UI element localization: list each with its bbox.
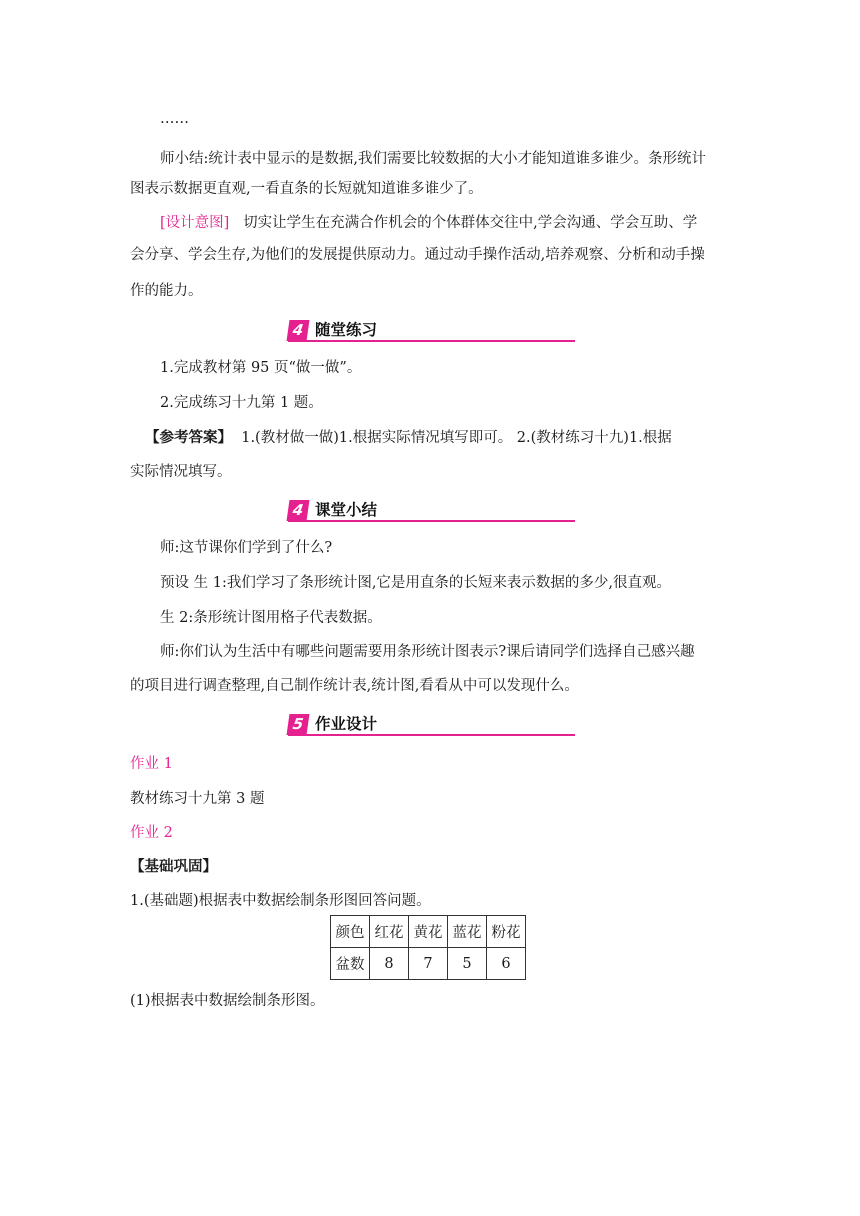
answer-label: 【参考答案】: [145, 429, 232, 446]
table-cell: 红花: [370, 916, 409, 948]
table-cell: 颜色: [331, 916, 370, 948]
section-number-badge: 4: [287, 500, 310, 521]
design-intent-label: [设计意图]: [160, 215, 230, 231]
table-row: [331, 916, 526, 948]
section-rule: [288, 734, 575, 736]
summary-student-2: 生 2:条形统计图用格子代表数据。: [160, 610, 382, 626]
table-cell: 6: [487, 948, 526, 980]
homework-1-label: 作业 1: [130, 756, 173, 772]
section-header-homework: [288, 714, 575, 736]
practice-item-1: 1.完成教材第 95 页“做一做”。: [160, 360, 362, 376]
table-row: [331, 948, 526, 980]
ellipsis: ……: [160, 111, 189, 127]
flower-count-table: [330, 915, 526, 980]
homework-1-text: 教材练习十九第 3 题: [130, 791, 265, 807]
summary-teacher-line1: 师:你们认为生活中有哪些问题需要用条形统计图表示?课后请同学们选择自己感兴趣: [160, 644, 695, 660]
table-cell: 7: [409, 948, 448, 980]
section-rule: [288, 340, 575, 342]
section-number-badge: 5: [287, 714, 310, 735]
section-number-badge: 4: [287, 320, 310, 341]
practice-answer-line1: [145, 428, 672, 448]
teacher-summary-line2: 图表示数据更直观,一看直条的长短就知道谁多谁少了。: [130, 181, 483, 197]
summary-question: 师:这节课你们学到了什么?: [160, 540, 333, 556]
section-header-practice: [288, 320, 575, 342]
section-title: 课堂小结: [315, 501, 378, 519]
answer-text: 1.(教材做一做)1.根据实际情况填写即可。 2.(教材练习十九)1.根据: [241, 430, 672, 446]
design-intent-text: 切实让学生在充满合作机会的个体群体交往中,学会沟通、学会互助、学: [243, 215, 698, 231]
table-cell: 5: [448, 948, 487, 980]
summary-teacher-line2: 的项目进行调查整理,自己制作统计表,统计图,看看从中可以发现什么。: [130, 678, 579, 694]
question-1-sub-1: (1)根据表中数据绘制条形图。: [130, 993, 325, 1009]
design-intent-line3: 作的能力。: [130, 283, 203, 299]
basics-label: 【基础巩固】: [130, 858, 217, 875]
question-1: 1.(基础题)根据表中数据绘制条形图回答问题。: [130, 893, 431, 909]
section-rule: [288, 520, 575, 522]
table-cell: 盆数: [331, 948, 370, 980]
section-title: 作业设计: [315, 715, 378, 733]
table-cell: 蓝花: [448, 916, 487, 948]
design-intent-line1: [160, 213, 697, 233]
practice-answer-line2: 实际情况填写。: [130, 464, 232, 480]
summary-student-1: 预设 生 1:我们学习了条形统计图,它是用直条的长短来表示数据的多少,很直观。: [160, 575, 672, 591]
design-intent-line2: 会分享、学会生存,为他们的发展提供原动力。通过动手操作活动,培养观察、分析和动手操: [130, 247, 705, 263]
practice-item-2: 2.完成练习十九第 1 题。: [160, 395, 323, 411]
table-cell: 8: [370, 948, 409, 980]
section-header-summary: [288, 500, 575, 522]
teacher-summary-line1: 师小结:统计表中显示的是数据,我们需要比较数据的大小才能知道谁多谁少。条形统计: [160, 151, 706, 167]
table-cell: 粉花: [487, 916, 526, 948]
section-title: 随堂练习: [315, 321, 378, 339]
homework-2-label: 作业 2: [130, 825, 173, 841]
table-cell: 黄花: [409, 916, 448, 948]
